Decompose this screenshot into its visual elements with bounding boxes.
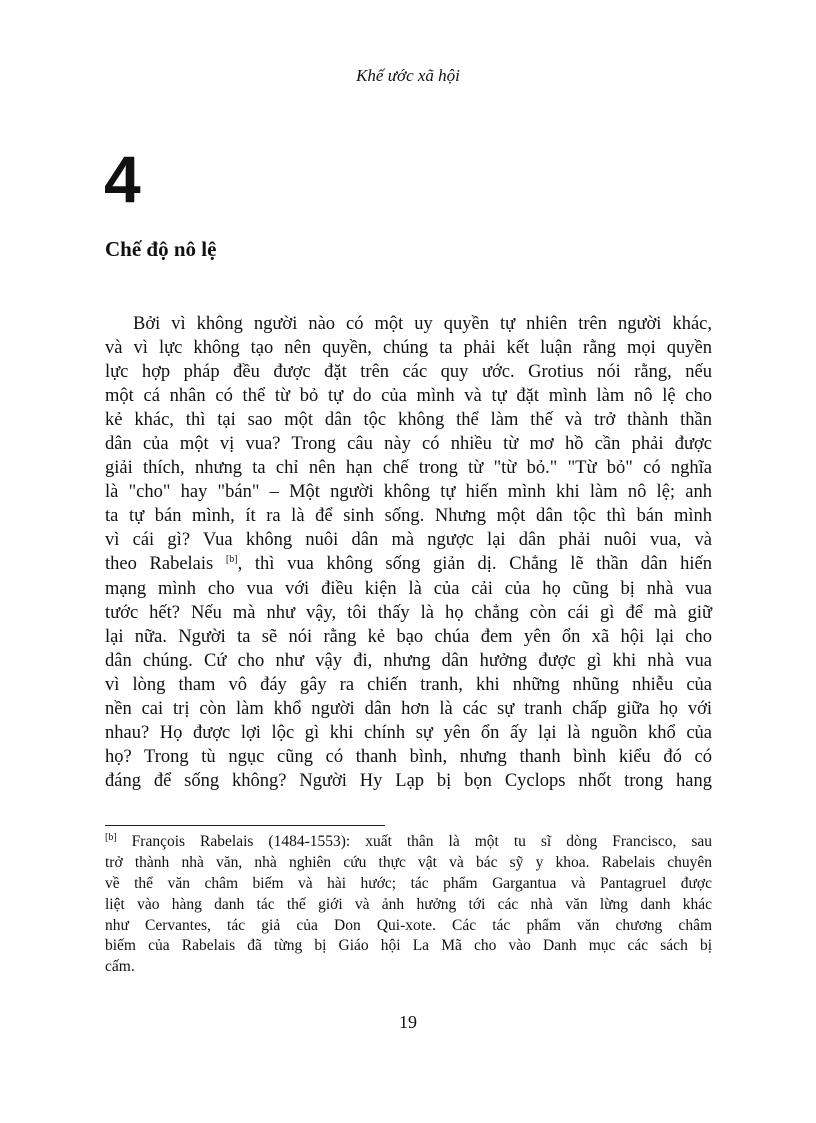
footnote-line: như Cervantes, tác giả của Don Qui-xote. Các tác phẩm văn chương châm <box>105 916 712 934</box>
body-line: một cá nhân có thể từ bỏ tự do của mình và tự đặt mình làm nô lệ cho <box>105 386 712 407</box>
running-header: Khế ước xã hội <box>356 66 460 85</box>
body-line: lực hợp pháp đều được đặt trên các quy ước. Grotius nói rằng, nếu <box>105 362 712 383</box>
body-line: mạng mình cho vua với điều kiện là của cải của họ cũng bị nhà vua <box>105 578 712 599</box>
chapter-title: Chế độ nô lệ <box>105 237 217 261</box>
chapter-number: 4 <box>104 142 141 216</box>
footnote-marker: [b] <box>105 831 117 843</box>
footnote-divider <box>105 825 385 826</box>
body-line: nhau? Họ được lợi lộc gì khi chính sự yên ổn ấy lại là nguồn khổ của <box>105 722 712 743</box>
body-line: và vì lực không tạo nên quyền, chúng ta phải kết luận rằng mọi quyền <box>105 338 712 359</box>
body-line: dân chúng. Cứ cho như vậy đi, nhưng dân hưởng được gì khi nhà vua <box>105 650 712 671</box>
page-number: 19 <box>399 1012 417 1032</box>
body-line: vì cái gì? Vua không nuôi dân mà ngược lại dân phải nuôi vua, và <box>105 530 712 551</box>
footnote-line <box>105 832 712 853</box>
footnote <box>105 832 712 978</box>
footnote-line: về thể văn châm biếm và hài hước; tác phẩm Gargantua và Pantagruel được <box>105 874 712 892</box>
body-line: vì lòng tham vô đáy gây ra chiến tranh, khi những nhũng nhiễu của <box>105 674 712 695</box>
body-line: ta tự bán mình, ít ra là để sinh sống. Nhưng một dân tộc thì bán mình <box>105 506 712 527</box>
footnote-reference[interactable]: [b] <box>225 554 238 566</box>
body-line-with-footnote-ref <box>105 552 712 576</box>
body-line: nền cai trị còn làm khổ người dân hơn là các sự tranh chấp giữa họ với <box>105 698 712 719</box>
footnote-line: biếm của Rabelais đã từng bị Giáo hội La Mã cho vào Danh mục các sách bị <box>105 937 712 955</box>
footnote-line: trở thành nhà văn, nhà nghiên cứu thực vật và bác sỹ y khoa. Rabelais chuyên <box>105 853 712 871</box>
body-line: kẻ khác, thì tại sao một dân tộc không thể làm thế và trở thành thần <box>105 410 712 431</box>
body-line: dân của một vị vua? Trong câu này có nhiều từ mơ hồ cần phải được <box>105 434 712 455</box>
body-text-run: , thì vua không sống giản dị. Chẳng lẽ thần dân hiến <box>237 554 712 575</box>
body-text <box>105 312 712 793</box>
body-line: là "cho" hay "bán" – Một người không tự hiến mình khi làm nô lệ; anh <box>105 482 712 503</box>
body-line: tước hết? Nếu mà như vậy, tôi thấy là họ chẳng còn cái gì để mà giữ <box>105 602 712 623</box>
body-line: họ? Trong tù ngục cũng có thanh bình, nhưng thanh bình kiểu đó có <box>105 746 712 767</box>
footnote-line: cấm. <box>105 958 135 976</box>
footnote-text-run: François Rabelais (1484-1553): xuất thân là một tu sĩ dòng Francisco, sau <box>116 833 712 850</box>
body-line: giải thích, nhưng ta chỉ nên hạn chế trong từ "từ bỏ." "Từ bỏ" có nghĩa <box>105 458 712 479</box>
body-line: lại nữa. Người ta sẽ nói rằng kẻ bạo chúa đem yên ổn xã hội lại cho <box>105 626 712 647</box>
footnote-line: liệt vào hàng danh tác thế giới và ảnh hưởng tới các nhà văn lừng danh khác <box>105 895 712 913</box>
body-text-run: theo Rabelais <box>105 554 226 575</box>
body-line: Bởi vì không người nào có một uy quyền tự nhiên trên người khác, <box>133 314 712 334</box>
body-line: đáng để sống không? Người Hy Lạp bị bọn Cyclops nhốt trong hang <box>105 770 712 791</box>
